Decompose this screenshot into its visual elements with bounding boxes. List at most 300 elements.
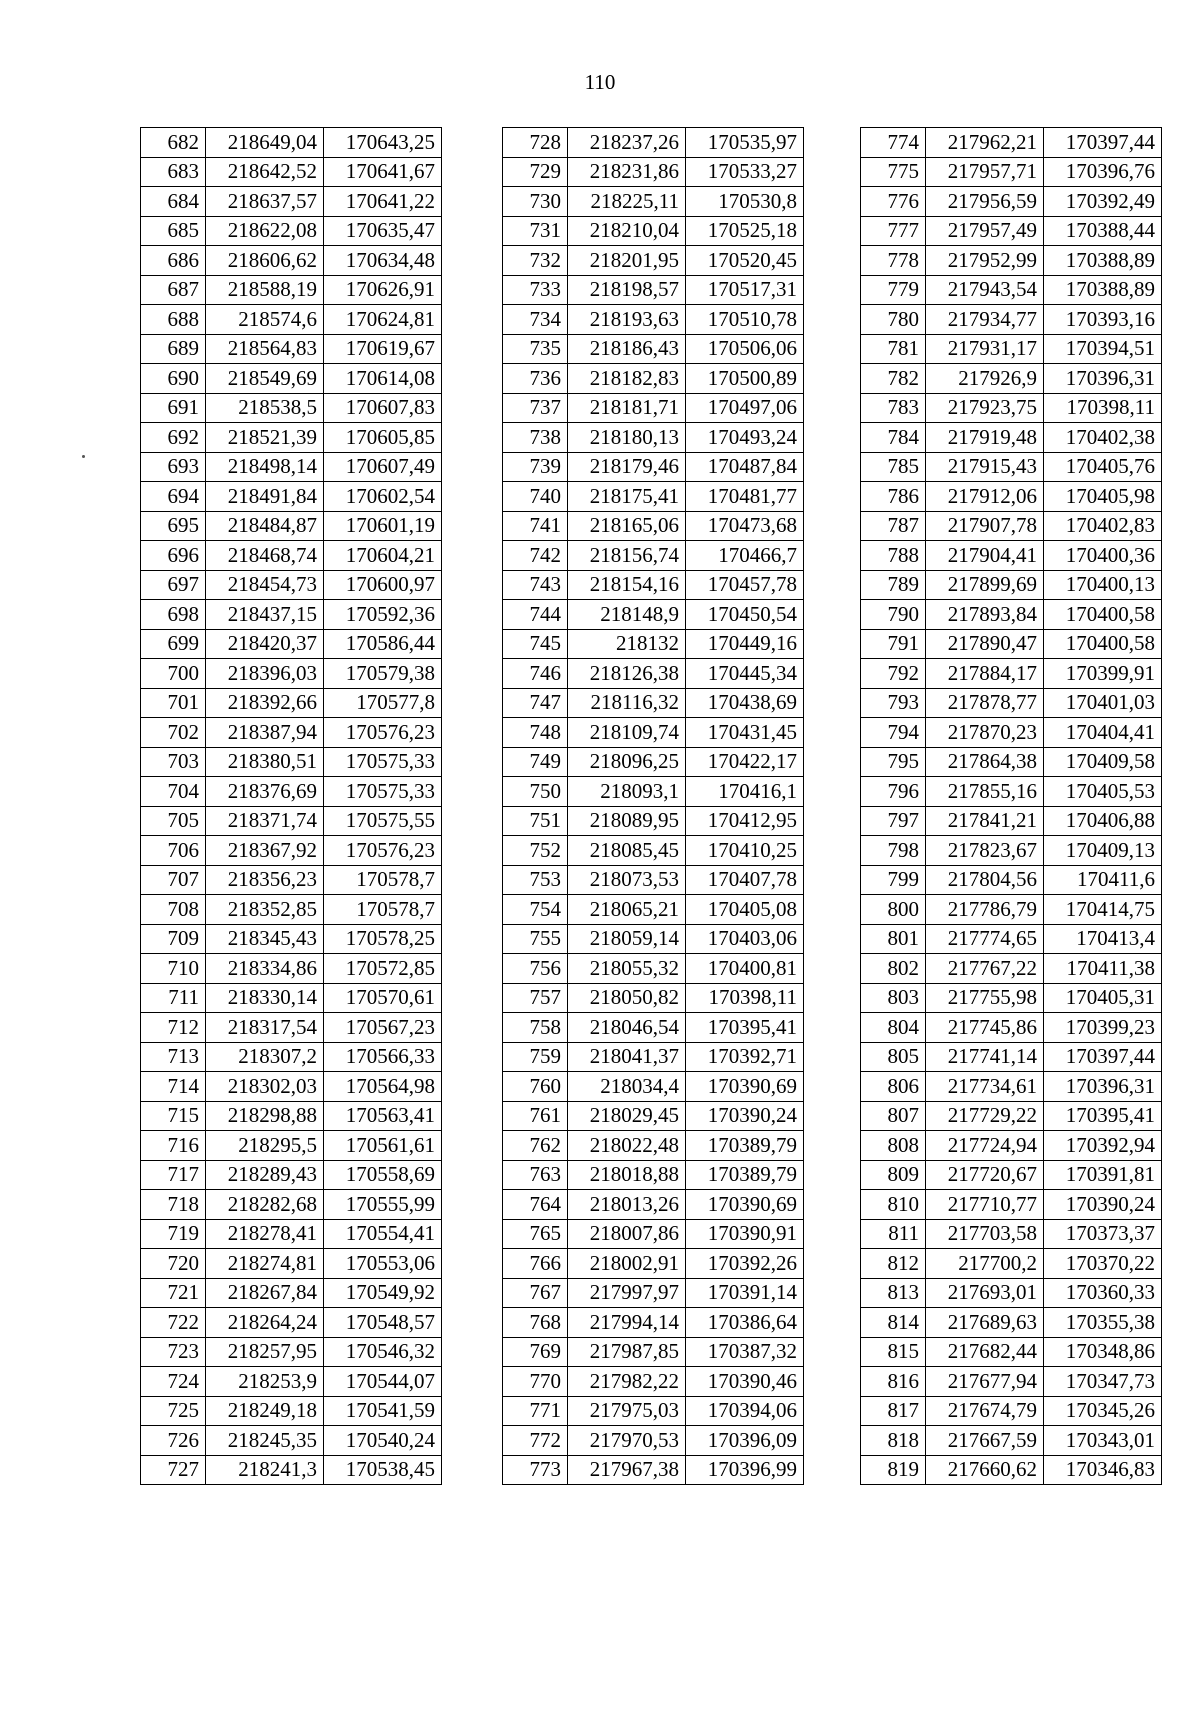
point-number-cell: 729: [503, 157, 568, 187]
table-row: [503, 600, 804, 630]
y-coordinate-cell: 170402,38: [1044, 423, 1162, 453]
point-number-cell: 697: [141, 570, 206, 600]
y-coordinate-cell: 170391,14: [686, 1278, 804, 1308]
x-coordinate-cell: 218282,68: [206, 1190, 324, 1220]
x-coordinate-cell: 218041,37: [568, 1042, 686, 1072]
point-number-cell: 736: [503, 364, 568, 394]
point-number-cell: 748: [503, 718, 568, 748]
y-coordinate-cell: 170619,67: [324, 334, 442, 364]
table-row: [503, 1249, 804, 1279]
y-coordinate-cell: 170641,67: [324, 157, 442, 187]
point-number-cell: 785: [861, 452, 926, 482]
table-row: [503, 246, 804, 276]
table-row: [861, 1337, 1162, 1367]
table-row: [861, 1396, 1162, 1426]
y-coordinate-cell: 170538,45: [324, 1455, 442, 1485]
y-coordinate-cell: 170402,83: [1044, 511, 1162, 541]
table-row: [141, 688, 442, 718]
point-number-cell: 816: [861, 1367, 926, 1397]
point-number-cell: 810: [861, 1190, 926, 1220]
point-number-cell: 761: [503, 1101, 568, 1131]
y-coordinate-cell: 170641,22: [324, 187, 442, 217]
table-row: [503, 1396, 804, 1426]
table-row: [503, 659, 804, 689]
point-number-cell: 762: [503, 1131, 568, 1161]
table-row: [861, 1308, 1162, 1338]
y-coordinate-cell: 170626,91: [324, 275, 442, 305]
y-coordinate-cell: 170396,76: [1044, 157, 1162, 187]
y-coordinate-cell: 170390,69: [686, 1190, 804, 1220]
point-number-cell: 710: [141, 954, 206, 984]
table-row: [141, 334, 442, 364]
table-row: [503, 747, 804, 777]
y-coordinate-cell: 170575,33: [324, 747, 442, 777]
point-number-cell: 745: [503, 629, 568, 659]
point-number-cell: 734: [503, 305, 568, 335]
table-row: [141, 747, 442, 777]
x-coordinate-cell: 218371,74: [206, 806, 324, 836]
scan-dot: [82, 455, 85, 458]
point-number-cell: 690: [141, 364, 206, 394]
y-coordinate-cell: 170390,69: [686, 1072, 804, 1102]
y-coordinate-cell: 170578,25: [324, 924, 442, 954]
y-coordinate-cell: 170497,06: [686, 393, 804, 423]
table-row: [503, 629, 804, 659]
x-coordinate-cell: 218454,73: [206, 570, 324, 600]
table-row: [503, 1219, 804, 1249]
y-coordinate-cell: 170635,47: [324, 216, 442, 246]
x-coordinate-cell: 217774,65: [926, 924, 1044, 954]
y-coordinate-cell: 170540,24: [324, 1426, 442, 1456]
x-coordinate-cell: 218376,69: [206, 777, 324, 807]
table-row: [861, 1249, 1162, 1279]
y-coordinate-cell: 170576,23: [324, 718, 442, 748]
point-number-cell: 701: [141, 688, 206, 718]
table-row: [861, 1455, 1162, 1485]
y-coordinate-cell: 170343,01: [1044, 1426, 1162, 1456]
point-number-cell: 786: [861, 482, 926, 512]
table-row: [861, 688, 1162, 718]
point-number-cell: 789: [861, 570, 926, 600]
coordinates-table-1: [140, 127, 442, 1485]
point-number-cell: 750: [503, 777, 568, 807]
x-coordinate-cell: 218126,38: [568, 659, 686, 689]
y-coordinate-cell: 170412,95: [686, 806, 804, 836]
point-number-cell: 768: [503, 1308, 568, 1338]
point-number-cell: 818: [861, 1426, 926, 1456]
y-coordinate-cell: 170397,44: [1044, 128, 1162, 158]
table-row: [141, 777, 442, 807]
table-row: [861, 600, 1162, 630]
table-row: [861, 216, 1162, 246]
y-coordinate-cell: 170399,23: [1044, 1013, 1162, 1043]
point-number-cell: 767: [503, 1278, 568, 1308]
y-coordinate-cell: 170572,85: [324, 954, 442, 984]
y-coordinate-cell: 170607,49: [324, 452, 442, 482]
x-coordinate-cell: 218034,4: [568, 1072, 686, 1102]
point-number-cell: 731: [503, 216, 568, 246]
y-coordinate-cell: 170592,36: [324, 600, 442, 630]
x-coordinate-cell: 218156,74: [568, 541, 686, 571]
point-number-cell: 783: [861, 393, 926, 423]
table-row: [861, 570, 1162, 600]
table-row: [503, 806, 804, 836]
point-number-cell: 763: [503, 1160, 568, 1190]
point-number-cell: 788: [861, 541, 926, 571]
x-coordinate-cell: 218029,45: [568, 1101, 686, 1131]
table-row: [141, 1249, 442, 1279]
x-coordinate-cell: 218201,95: [568, 246, 686, 276]
point-number-cell: 795: [861, 747, 926, 777]
y-coordinate-cell: 170607,83: [324, 393, 442, 423]
x-coordinate-cell: 218521,39: [206, 423, 324, 453]
point-number-cell: 746: [503, 659, 568, 689]
y-coordinate-cell: 170394,51: [1044, 334, 1162, 364]
table-row: [503, 1072, 804, 1102]
point-number-cell: 764: [503, 1190, 568, 1220]
x-coordinate-cell: 217957,49: [926, 216, 1044, 246]
x-coordinate-cell: 218002,91: [568, 1249, 686, 1279]
x-coordinate-cell: 218637,57: [206, 187, 324, 217]
point-number-cell: 711: [141, 983, 206, 1013]
point-number-cell: 803: [861, 983, 926, 1013]
table-row: [141, 1367, 442, 1397]
x-coordinate-cell: 218065,21: [568, 895, 686, 925]
point-number-cell: 796: [861, 777, 926, 807]
y-coordinate-cell: 170438,69: [686, 688, 804, 718]
x-coordinate-cell: 217720,67: [926, 1160, 1044, 1190]
table-row: [141, 541, 442, 571]
y-coordinate-cell: 170500,89: [686, 364, 804, 394]
table-row: [141, 836, 442, 866]
coordinates-table-3: [860, 127, 1162, 1485]
y-coordinate-cell: 170602,54: [324, 482, 442, 512]
x-coordinate-cell: 218245,35: [206, 1426, 324, 1456]
table-row: [141, 157, 442, 187]
x-coordinate-cell: 217767,22: [926, 954, 1044, 984]
y-coordinate-cell: 170517,31: [686, 275, 804, 305]
y-coordinate-cell: 170393,16: [1044, 305, 1162, 335]
x-coordinate-cell: 218186,43: [568, 334, 686, 364]
table-row: [503, 570, 804, 600]
y-coordinate-cell: 170554,41: [324, 1219, 442, 1249]
point-number-cell: 688: [141, 305, 206, 335]
table-row: [141, 1396, 442, 1426]
point-number-cell: 691: [141, 393, 206, 423]
table-row: [503, 836, 804, 866]
point-number-cell: 700: [141, 659, 206, 689]
table-row: [861, 393, 1162, 423]
x-coordinate-cell: 218132: [568, 629, 686, 659]
point-number-cell: 811: [861, 1219, 926, 1249]
table-row: [503, 954, 804, 984]
x-coordinate-cell: 218317,54: [206, 1013, 324, 1043]
y-coordinate-cell: 170398,11: [1044, 393, 1162, 423]
x-coordinate-cell: 217693,01: [926, 1278, 1044, 1308]
table-row: [503, 423, 804, 453]
table-row: [861, 364, 1162, 394]
y-coordinate-cell: 170493,24: [686, 423, 804, 453]
table-row: [861, 1160, 1162, 1190]
y-coordinate-cell: 170411,38: [1044, 954, 1162, 984]
x-coordinate-cell: 217899,69: [926, 570, 1044, 600]
point-number-cell: 778: [861, 246, 926, 276]
point-number-cell: 725: [141, 1396, 206, 1426]
y-coordinate-cell: 170481,77: [686, 482, 804, 512]
table-row: [141, 1278, 442, 1308]
point-number-cell: 741: [503, 511, 568, 541]
table-row: [141, 1160, 442, 1190]
point-number-cell: 792: [861, 659, 926, 689]
table-row: [861, 836, 1162, 866]
table-row: [503, 452, 804, 482]
y-coordinate-cell: 170487,84: [686, 452, 804, 482]
x-coordinate-cell: 218649,04: [206, 128, 324, 158]
x-coordinate-cell: 217982,22: [568, 1367, 686, 1397]
point-number-cell: 683: [141, 157, 206, 187]
y-coordinate-cell: 170405,98: [1044, 482, 1162, 512]
x-coordinate-cell: 217967,38: [568, 1455, 686, 1485]
x-coordinate-cell: 217912,06: [926, 482, 1044, 512]
table-row: [503, 1042, 804, 1072]
x-coordinate-cell: 217745,86: [926, 1013, 1044, 1043]
point-number-cell: 774: [861, 128, 926, 158]
y-coordinate-cell: 170563,41: [324, 1101, 442, 1131]
y-coordinate-cell: 170600,97: [324, 570, 442, 600]
x-coordinate-cell: 218549,69: [206, 364, 324, 394]
point-number-cell: 801: [861, 924, 926, 954]
point-number-cell: 735: [503, 334, 568, 364]
y-coordinate-cell: 170396,31: [1044, 364, 1162, 394]
table-row: [861, 747, 1162, 777]
point-number-cell: 769: [503, 1337, 568, 1367]
table-row: [141, 364, 442, 394]
table-row: [861, 1190, 1162, 1220]
x-coordinate-cell: 217890,47: [926, 629, 1044, 659]
point-number-cell: 754: [503, 895, 568, 925]
table-row: [141, 806, 442, 836]
x-coordinate-cell: 218356,23: [206, 865, 324, 895]
y-coordinate-cell: 170391,81: [1044, 1160, 1162, 1190]
x-coordinate-cell: 218182,83: [568, 364, 686, 394]
point-number-cell: 814: [861, 1308, 926, 1338]
table-row: [503, 1160, 804, 1190]
x-coordinate-cell: 217700,2: [926, 1249, 1044, 1279]
x-coordinate-cell: 218622,08: [206, 216, 324, 246]
y-coordinate-cell: 170389,79: [686, 1131, 804, 1161]
x-coordinate-cell: 218538,5: [206, 393, 324, 423]
y-coordinate-cell: 170422,17: [686, 747, 804, 777]
x-coordinate-cell: 218302,03: [206, 1072, 324, 1102]
point-number-cell: 723: [141, 1337, 206, 1367]
point-number-cell: 699: [141, 629, 206, 659]
table-row: [503, 1013, 804, 1043]
y-coordinate-cell: 170388,89: [1044, 246, 1162, 276]
table-row: [503, 364, 804, 394]
y-coordinate-cell: 170370,22: [1044, 1249, 1162, 1279]
point-number-cell: 753: [503, 865, 568, 895]
table-row: [503, 1308, 804, 1338]
y-coordinate-cell: 170409,13: [1044, 836, 1162, 866]
x-coordinate-cell: 217915,43: [926, 452, 1044, 482]
point-number-cell: 760: [503, 1072, 568, 1102]
table-row: [861, 511, 1162, 541]
table-row: [141, 1219, 442, 1249]
y-coordinate-cell: 170387,32: [686, 1337, 804, 1367]
point-number-cell: 756: [503, 954, 568, 984]
table-row: [503, 1190, 804, 1220]
table-row: [861, 334, 1162, 364]
point-number-cell: 743: [503, 570, 568, 600]
point-number-cell: 766: [503, 1249, 568, 1279]
x-coordinate-cell: 218241,3: [206, 1455, 324, 1485]
y-coordinate-cell: 170396,99: [686, 1455, 804, 1485]
y-coordinate-cell: 170348,86: [1044, 1337, 1162, 1367]
point-number-cell: 781: [861, 334, 926, 364]
y-coordinate-cell: 170411,6: [1044, 865, 1162, 895]
x-coordinate-cell: 218367,92: [206, 836, 324, 866]
y-coordinate-cell: 170570,61: [324, 983, 442, 1013]
x-coordinate-cell: 217823,67: [926, 836, 1044, 866]
point-number-cell: 798: [861, 836, 926, 866]
y-coordinate-cell: 170405,31: [1044, 983, 1162, 1013]
x-coordinate-cell: 218093,1: [568, 777, 686, 807]
x-coordinate-cell: 217956,59: [926, 187, 1044, 217]
point-number-cell: 721: [141, 1278, 206, 1308]
y-coordinate-cell: 170548,57: [324, 1308, 442, 1338]
point-number-cell: 757: [503, 983, 568, 1013]
point-number-cell: 682: [141, 128, 206, 158]
y-coordinate-cell: 170450,54: [686, 600, 804, 630]
table-row: [861, 895, 1162, 925]
table-row: [861, 275, 1162, 305]
table-row: [503, 216, 804, 246]
x-coordinate-cell: 218295,5: [206, 1131, 324, 1161]
table-row: [141, 246, 442, 276]
y-coordinate-cell: 170575,55: [324, 806, 442, 836]
x-coordinate-cell: 217667,59: [926, 1426, 1044, 1456]
y-coordinate-cell: 170355,38: [1044, 1308, 1162, 1338]
table-row: [503, 1337, 804, 1367]
x-coordinate-cell: 218387,94: [206, 718, 324, 748]
x-coordinate-cell: 218175,41: [568, 482, 686, 512]
x-coordinate-cell: 217884,17: [926, 659, 1044, 689]
point-number-cell: 694: [141, 482, 206, 512]
table-row: [141, 305, 442, 335]
point-number-cell: 765: [503, 1219, 568, 1249]
x-coordinate-cell: 217855,16: [926, 777, 1044, 807]
y-coordinate-cell: 170457,78: [686, 570, 804, 600]
y-coordinate-cell: 170400,36: [1044, 541, 1162, 571]
y-coordinate-cell: 170561,61: [324, 1131, 442, 1161]
y-coordinate-cell: 170520,45: [686, 246, 804, 276]
x-coordinate-cell: 218059,14: [568, 924, 686, 954]
point-number-cell: 692: [141, 423, 206, 453]
point-number-cell: 797: [861, 806, 926, 836]
x-coordinate-cell: 217975,03: [568, 1396, 686, 1426]
y-coordinate-cell: 170405,53: [1044, 777, 1162, 807]
table-row: [503, 511, 804, 541]
y-coordinate-cell: 170578,7: [324, 895, 442, 925]
y-coordinate-cell: 170390,91: [686, 1219, 804, 1249]
y-coordinate-cell: 170396,09: [686, 1426, 804, 1456]
x-coordinate-cell: 218264,24: [206, 1308, 324, 1338]
table-row: [141, 659, 442, 689]
x-coordinate-cell: 218267,84: [206, 1278, 324, 1308]
point-number-cell: 707: [141, 865, 206, 895]
table-row: [861, 1426, 1162, 1456]
point-number-cell: 698: [141, 600, 206, 630]
y-coordinate-cell: 170614,08: [324, 364, 442, 394]
x-coordinate-cell: 217864,38: [926, 747, 1044, 777]
table-row: [141, 954, 442, 984]
x-coordinate-cell: 217710,77: [926, 1190, 1044, 1220]
point-number-cell: 752: [503, 836, 568, 866]
table-row: [861, 157, 1162, 187]
x-coordinate-cell: 218225,11: [568, 187, 686, 217]
table-row: [141, 895, 442, 925]
x-coordinate-cell: 218109,74: [568, 718, 686, 748]
point-number-cell: 758: [503, 1013, 568, 1043]
point-number-cell: 817: [861, 1396, 926, 1426]
table-row: [503, 1278, 804, 1308]
y-coordinate-cell: 170575,33: [324, 777, 442, 807]
point-number-cell: 777: [861, 216, 926, 246]
point-number-cell: 727: [141, 1455, 206, 1485]
x-coordinate-cell: 217734,61: [926, 1072, 1044, 1102]
x-coordinate-cell: 217893,84: [926, 600, 1044, 630]
point-number-cell: 791: [861, 629, 926, 659]
table-row: [141, 423, 442, 453]
x-coordinate-cell: 218352,85: [206, 895, 324, 925]
table-row: [503, 157, 804, 187]
table-row: [141, 865, 442, 895]
table-row: [141, 1337, 442, 1367]
table-row: [141, 216, 442, 246]
x-coordinate-cell: 218345,43: [206, 924, 324, 954]
table-row: [861, 1013, 1162, 1043]
point-number-cell: 800: [861, 895, 926, 925]
point-number-cell: 804: [861, 1013, 926, 1043]
x-coordinate-cell: 218298,88: [206, 1101, 324, 1131]
y-coordinate-cell: 170395,41: [1044, 1101, 1162, 1131]
x-coordinate-cell: 217786,79: [926, 895, 1044, 925]
x-coordinate-cell: 217674,79: [926, 1396, 1044, 1426]
point-number-cell: 712: [141, 1013, 206, 1043]
y-coordinate-cell: 170546,32: [324, 1337, 442, 1367]
x-coordinate-cell: 218116,32: [568, 688, 686, 718]
x-coordinate-cell: 217987,85: [568, 1337, 686, 1367]
point-number-cell: 805: [861, 1042, 926, 1072]
point-number-cell: 716: [141, 1131, 206, 1161]
x-coordinate-cell: 217755,98: [926, 983, 1044, 1013]
x-coordinate-cell: 218181,71: [568, 393, 686, 423]
table-row: [141, 275, 442, 305]
point-number-cell: 733: [503, 275, 568, 305]
point-number-cell: 684: [141, 187, 206, 217]
table-row: [141, 452, 442, 482]
point-number-cell: 702: [141, 718, 206, 748]
y-coordinate-cell: 170466,7: [686, 541, 804, 571]
y-coordinate-cell: 170624,81: [324, 305, 442, 335]
x-coordinate-cell: 217703,58: [926, 1219, 1044, 1249]
point-number-cell: 747: [503, 688, 568, 718]
point-number-cell: 713: [141, 1042, 206, 1072]
y-coordinate-cell: 170399,91: [1044, 659, 1162, 689]
x-coordinate-cell: 217870,23: [926, 718, 1044, 748]
x-coordinate-cell: 217804,56: [926, 865, 1044, 895]
table-row: [503, 334, 804, 364]
